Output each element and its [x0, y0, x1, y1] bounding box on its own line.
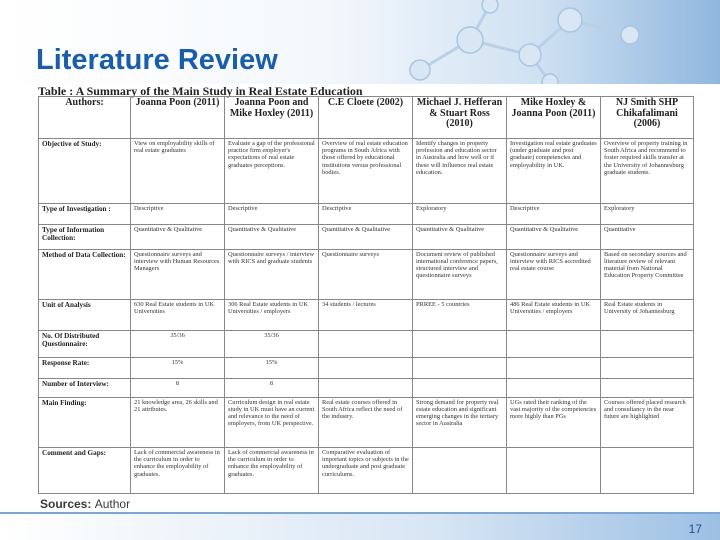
table-cell: 34 students / lectures [319, 299, 413, 330]
table-row [39, 447, 694, 493]
table-cell: Strong demand for property real estate education and significant emerging changes in the tertiary sector in Australia [413, 397, 507, 447]
table-row [39, 203, 694, 224]
column-header: Joanna Poon and Mike Hoxley (2011) [225, 97, 319, 139]
table-cell: Questionnaire surveys / interview with RICS and graduate students [225, 249, 319, 299]
table-row [39, 331, 694, 358]
table-cell: Document review of published international conference papers, structured interview and questionnaire surveys [413, 249, 507, 299]
slide-header [0, 0, 720, 84]
slide-footer [0, 514, 720, 540]
table-cell: Descriptive [225, 203, 319, 224]
slide-title: Literature Review [36, 44, 278, 76]
table-cell [319, 379, 413, 398]
table-cell: Questionnaire surveys [319, 249, 413, 299]
table-cell: View on employability skills of real estate graduates [131, 139, 225, 204]
table-cell: 8 [131, 379, 225, 398]
row-label: Number of Interview: [39, 379, 131, 398]
table-cell: Descriptive [319, 203, 413, 224]
table-cell: Identify changes in property profession and education sector in Australia and how well or if these will influence real estate education. [413, 139, 507, 204]
table-cell: Investigation real estate graduates (under graduate and post graduate) competencies and employability in UK. [507, 139, 601, 204]
table-cell: UGs rated their ranking of the vast majority of the competencies more highly than PGs [507, 397, 601, 447]
table-cell [601, 358, 694, 379]
row-label: No. Of Distributed Questionnaire: [39, 331, 131, 358]
table-row [39, 249, 694, 299]
table-cell: Evaluate a gap of the professional practice firm employer's expectations of real estate graduates perceptions. [225, 139, 319, 204]
table-cell: Quantitative & Qualitative [507, 224, 601, 249]
table-cell: 35/36 [131, 331, 225, 358]
table-cell [507, 379, 601, 398]
table-cell: Real estate courses offered in South Africa reflect the need of the industry. [319, 397, 413, 447]
table-cell: Questionnaire surveys and interview with RICS accredited real estate course [507, 249, 601, 299]
table-cell [601, 447, 694, 493]
table-cell: Exploratory [413, 203, 507, 224]
table-cell: Real Estate students in University of Johannesburg [601, 299, 694, 330]
table-cell: Descriptive [131, 203, 225, 224]
row-label: Method of Data Collection: [39, 249, 131, 299]
table-row [39, 224, 694, 249]
table-cell [601, 331, 694, 358]
literature-table [38, 96, 694, 494]
table-cell [413, 379, 507, 398]
sources-value: Author [94, 497, 131, 511]
page-number: 17 [688, 522, 702, 536]
table-row [39, 379, 694, 398]
table-cell [507, 331, 601, 358]
table-cell: 306 Real Estate students in UK Universities / employers [225, 299, 319, 330]
table-cell: Overview of real estate education programs in South Africa with those offered by educational institutions versus professional bodies. [319, 139, 413, 204]
molecule-decoration-icon [360, 0, 680, 84]
table-cell [507, 358, 601, 379]
table-cell [319, 331, 413, 358]
table-cell: Courses offered placed research and consultancy in the near future are highlighted [601, 397, 694, 447]
table-cell: Quantitative & Qualitative [131, 224, 225, 249]
column-header: NJ Smith SHP Chikafalimani (2006) [601, 97, 694, 139]
table-cell: Descriptive [507, 203, 601, 224]
table-cell: 630 Real Estate students in UK Universities [131, 299, 225, 330]
table-cell: Quantitative & Qualitative [413, 224, 507, 249]
table-cell [413, 331, 507, 358]
column-header: Michael J. Hefferan & Stuart Ross (2010) [413, 97, 507, 139]
table-corner-header: Authors: [39, 97, 131, 139]
sources-label: Sources: [40, 497, 92, 511]
table-row [39, 299, 694, 330]
table-cell: Overview of property training in South Africa and recommend to foster required skills transfer at the University of Johannesburg graduate students. [601, 139, 694, 204]
row-label: Type of Information Collection: [39, 224, 131, 249]
row-label: Type of Investigation : [39, 203, 131, 224]
table-cell: Quantitative & Qualitative [225, 224, 319, 249]
table-cell: Curriculum design in real estate study in UK must have an current and relevance to the need of employers, from UK perspective. [225, 397, 319, 447]
table-cell: 486 Real Estate students in UK Universities / employers [507, 299, 601, 330]
table-cell: 35/36 [225, 331, 319, 358]
table-cell: Exploratory [601, 203, 694, 224]
table-cell: 21 knowledge area, 26 skills and 21 attributes. [131, 397, 225, 447]
table-row [39, 358, 694, 379]
row-label: Comment and Gaps: [39, 447, 131, 493]
row-label: Response Rate: [39, 358, 131, 379]
table-cell: PRREE - 5 countries [413, 299, 507, 330]
table-cell: Quantitative & Qualitative [319, 224, 413, 249]
table-cell: Lack of commercial awareness in the curriculum in order to enhance the employability of graduates. [225, 447, 319, 493]
table-cell: 15% [225, 358, 319, 379]
row-label: Objective of Study: [39, 139, 131, 204]
table-image [32, 84, 702, 512]
table-cell: Comparative evaluation of important topics or subjects in the undergraduate and post graduate curriculums. [319, 447, 413, 493]
table-row [39, 139, 694, 204]
sources-note [40, 497, 130, 511]
table-cell: Based on secondary sources and literature review of relevant material from National Education Property Committee [601, 249, 694, 299]
table-cell [601, 379, 694, 398]
table-cell [413, 447, 507, 493]
table-cell [319, 358, 413, 379]
table-cell [413, 358, 507, 379]
column-header: C.E Cloete (2002) [319, 97, 413, 139]
table-row [39, 397, 694, 447]
table-cell: 15% [131, 358, 225, 379]
table-cell: 8 [225, 379, 319, 398]
table-cell: Lack of commercial awareness in the curriculum in order to enhance the employability of graduates. [131, 447, 225, 493]
table-cell: Questionnaire surveys and interview with Human Resources Managers [131, 249, 225, 299]
row-label: Main Finding: [39, 397, 131, 447]
column-header: Mike Hoxley & Joanna Poon (2011) [507, 97, 601, 139]
table-cell [507, 447, 601, 493]
table-caption: Table : A Summary of the Main Study in Real Estate Education [38, 84, 363, 98]
table-cell: Quantitative [601, 224, 694, 249]
column-header: Joanna Poon (2011) [131, 97, 225, 139]
row-label: Unit of Analysis [39, 299, 131, 330]
